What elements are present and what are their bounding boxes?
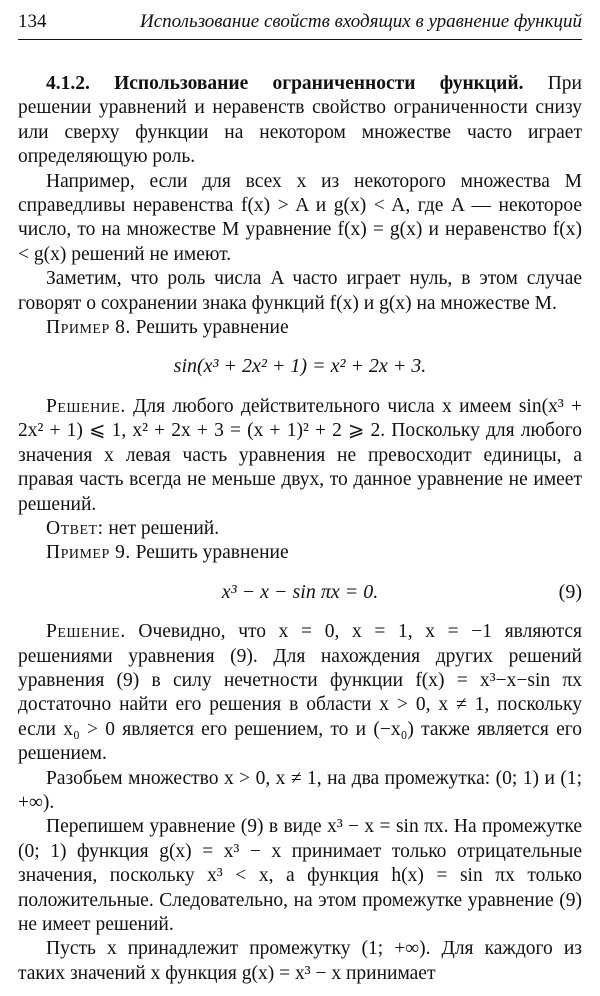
example-9-task: Решить уравнение xyxy=(135,542,289,564)
section-intro-text: При решении уравнений и неравенств свойство ограниченности снизу или сверху функции на некотором множестве часто играет определяющую роль. xyxy=(18,73,582,168)
paragraph-split-domain: Разобьем множество x > 0, x ≠ 1, на два промежутка: (0; 1) и (1; +∞). xyxy=(18,767,582,813)
example-8-label: Пример 8. xyxy=(46,317,131,339)
example-8-task: Решить уравнение xyxy=(135,317,289,339)
example-8-heading xyxy=(18,316,582,340)
page-number: 134 xyxy=(18,11,47,32)
section-intro-paragraph xyxy=(18,72,582,170)
example-8-answer xyxy=(18,517,582,541)
answer-text: нет решений. xyxy=(108,517,220,539)
page-body xyxy=(18,40,582,986)
example-9-heading xyxy=(18,541,582,565)
solution-label: Решение. xyxy=(46,621,126,643)
example-9-label: Пример 9. xyxy=(46,542,131,564)
paragraph-interval-case: Пусть x принадлежит промежутку (1; +∞). Для каждого из таких значений x функция g(x) = x³ − x принимает xyxy=(18,938,582,984)
paragraph-example-inequalities: Например, если для всех x из некоторого множества M справедливы неравенства f(x) > A и g(x) < A, где A — некоторое число, то на множестве M уравнение f(x) = g(x) и неравенство f(x) < g(x) решений не имеют. xyxy=(18,170,582,265)
example-8-equation: sin(x³ + 2x² + 1) = x² + 2x + 3. xyxy=(173,355,427,378)
example-8-solution xyxy=(18,395,582,517)
paragraph-zero-remark: Заметим, что роль числа A часто играет нуль, в этом случае говорят о сохранении знака функций f(x) и g(x) на множестве M. xyxy=(18,268,582,314)
solution-label: Решение. xyxy=(46,395,126,417)
example-9-solution-text: Очевидно, что x = 0, x = 1, x = −1 являются решениями уравнения (9). Для нахождения других решений уравнения (9) в силу нечетности функции f(x) = x³−x−sin πx достаточно найти его решения в области x > 0, x ≠ 1, поскольку если x₀ > 0 является его решением, то и (−x₀) также является его решением. xyxy=(18,621,583,765)
equation-number: (9) xyxy=(558,580,582,603)
section-title: Использование ограниченности функций. xyxy=(114,73,524,94)
example-8-solution-text: Для любого действительного числа x имеем sin(x³ + 2x² + 1) ⩽ 1, x² + 2x + 3 = (x + 1)² + 2 ⩾ 2. Поскольку для любого значения x левая часть уравнения не превосходит единицы, а правая часть всегда не меньше двух, то данное уравнение не имеет решений. xyxy=(18,395,583,515)
example-9-equation-row xyxy=(18,580,582,604)
running-title: Использование свойств входящих в уравнение функций xyxy=(139,11,582,32)
answer-label: Ответ: xyxy=(46,517,104,539)
example-9-equation: x³ − x − sin πx = 0. xyxy=(221,580,379,603)
running-header xyxy=(18,0,582,40)
section-number: 4.1.2. xyxy=(46,73,90,94)
example-9-solution xyxy=(18,620,582,766)
paragraph-rewrite-equation: Перепишем уравнение (9) в виде x³ − x = sin πx. На промежутке (0; 1) функция g(x) = x³ − x принимает только отрицательные значения, поскольку x³ < x, а функция h(x) = sin πx только положительные. Следовательно, на этом промежутке уравнение (9) не имеет решений. xyxy=(18,816,582,935)
